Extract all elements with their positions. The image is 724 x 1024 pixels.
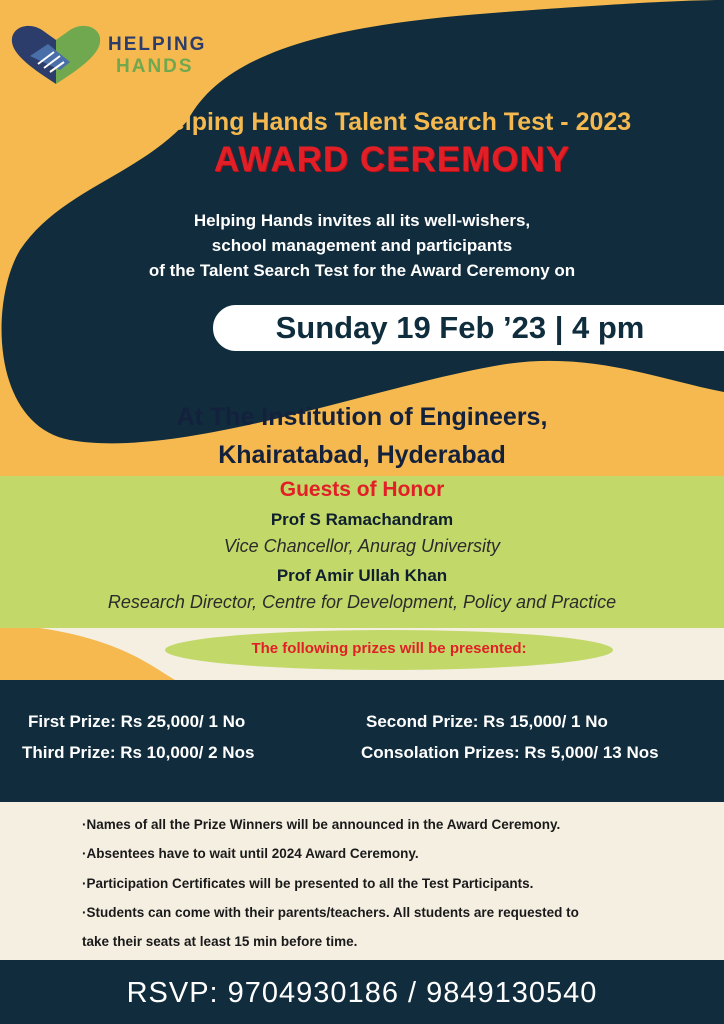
guest-role: Research Director, Centre for Development, Policy and Practice — [107, 592, 617, 612]
helping-hands-logo — [8, 22, 207, 92]
guest-name: Prof Amir Ullah Khan — [276, 566, 448, 585]
note-item: ·Students can come with their parents/teachers. All students are requested to — [82, 905, 579, 920]
venue-line-2: Khairatabad, Hyderabad — [218, 441, 506, 469]
invitation-line: Helping Hands invites all its well-wishers, — [193, 211, 531, 230]
logo-text-helping: HELPING — [108, 34, 207, 55]
invitation-line: school management and participants — [211, 236, 513, 255]
prize-item: Second Prize: Rs 15,000/ 1 No — [366, 712, 608, 731]
date-time: Sunday 19 Feb ’23 | 4 pm — [275, 310, 645, 345]
guest-role: Vice Chancellor, Anurag University — [223, 536, 501, 556]
invitation-line: of the Talent Search Test for the Award Ceremony on — [148, 261, 576, 280]
note-item: take their seats at least 15 min before time. — [82, 934, 358, 949]
venue-line-1: At The Institution of Engineers, — [176, 403, 548, 431]
prizes-band — [0, 680, 724, 802]
note-item: ·Absentees have to wait until 2024 Award Ceremony. — [82, 846, 419, 861]
note-item: ·Participation Certificates will be presented to all the Test Participants. — [82, 876, 534, 891]
prize-item: First Prize: Rs 25,000/ 1 No — [28, 712, 246, 731]
event-title: Helping Hands Talent Search Test - 2023 — [152, 108, 632, 136]
guests-heading: Guests of Honor — [279, 478, 445, 501]
logo-text-hands: HANDS — [116, 56, 194, 77]
guest-name: Prof S Ramachandram — [270, 510, 454, 529]
prize-item: Consolation Prizes: Rs 5,000/ 13 Nos — [361, 743, 659, 762]
note-item: ·Names of all the Prize Winners will be announced in the Award Ceremony. — [82, 817, 561, 832]
handshake-heart-icon — [8, 22, 104, 88]
award-ceremony-title: AWARD CEREMONY — [213, 140, 571, 179]
prize-item: Third Prize: Rs 10,000/ 2 Nos — [22, 743, 255, 762]
invitation-text — [0, 208, 724, 283]
prize-intro: The following prizes will be presented: — [251, 640, 527, 657]
venue — [0, 398, 724, 474]
rsvp-contact: RSVP: 9704930186 / 9849130540 — [126, 977, 598, 1009]
